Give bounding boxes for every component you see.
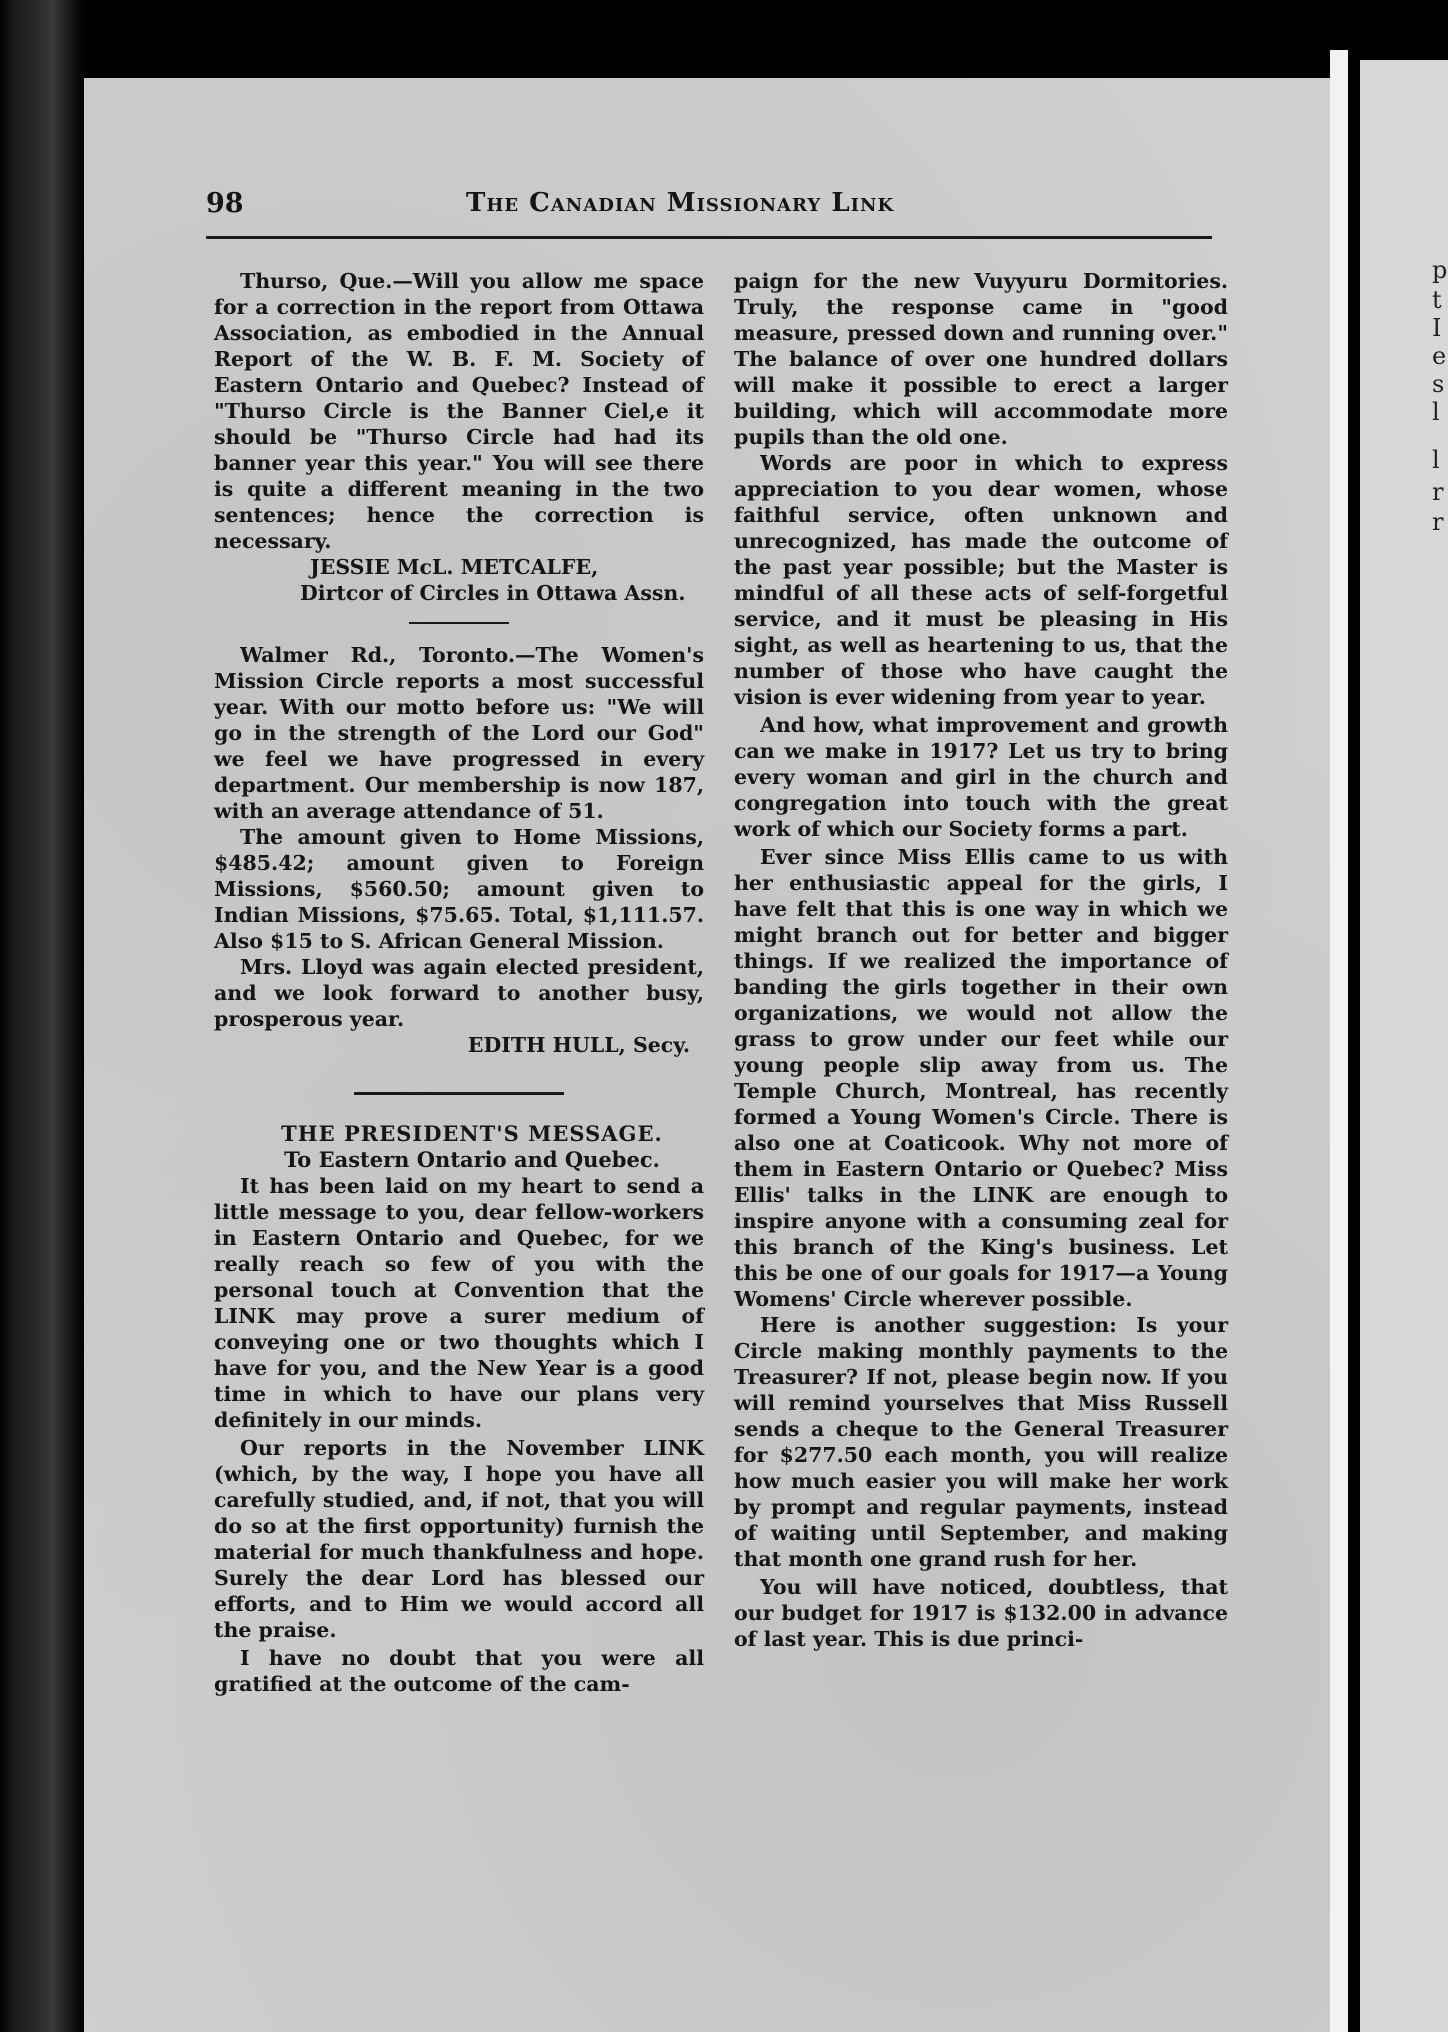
header-rule <box>206 236 1212 239</box>
page-number: 98 <box>206 188 244 219</box>
next-page-fragment: e <box>1432 342 1447 370</box>
thurso-letter: Thurso, Que.—Will you allow me space for a correction in the report from Ottawa Association, as embodied in the Annual Report of the W. B. F. M. Society of Eastern Ontario and Quebec? Instead of "Thurso Circle is the Banner Ciel,e it should be "Thurso Circle had had its banner year this year." You will see there is quite a different meaning in the two sentences; hence the correction is necessary. <box>214 269 704 553</box>
president-paragraph: Our reports in the November LINK (which, by the way, I hope you have all carefully studied, and, if not, that you will do so at the first opportunity) furnish the material for much thankfulness and hope. Surely the dear Lord has blessed our efforts, and to Him we would accord all the praise. <box>214 1436 704 1642</box>
walmer-report: Walmer Rd., Toronto.—The Women's Mission Circle reports a most successful year. With our motto before us: "We will go in the strength of the Lord our God" we feel we have progressed in every department. Our membership is now 187, with an average attendance of 51. <box>214 643 704 823</box>
section-rule <box>354 1092 564 1095</box>
section-title: THE PRESIDENT'S MESSAGE. <box>281 1121 663 1146</box>
next-page-fragment: r <box>1432 478 1444 506</box>
next-page-fragment: t <box>1432 286 1442 314</box>
journal-title: The Canadian Missionary Link <box>466 188 895 218</box>
article-paragraph: paign for the new Vuyyuru Dormitories. Truly, the response came in "good measure, pressed down and running over." The balance of over one hundred dollars will make it possible to erect a larger building, which will accommodate more pupils than the old one. <box>734 269 1228 449</box>
running-header <box>206 188 1212 232</box>
page-edge <box>1330 50 1348 2032</box>
walmer-election: Mrs. Lloyd was again elected president, and we look forward to another busy, prosperous year. <box>214 955 704 1031</box>
walmer-amounts: The amount given to Home Missions, $485.42; amount given to Foreign Missions, $560.50; amount given to Indian Missions, $75.65. Total, $1,111.57. Also $15 to S. African General Mission. <box>214 825 704 953</box>
separator-rule <box>409 622 509 624</box>
thurso-signature-name: JESSIE McL. METCALFE, <box>310 555 599 579</box>
next-page-fragment: r <box>1432 508 1444 536</box>
president-paragraph: It has been laid on my heart to send a little message to you, dear fellow-workers in Eastern Ontario and Quebec, for we really reach so few of you with the personal touch at Convention that the LINK may prove a surer medium of conveying one or two thoughts which I have for you, and the New Year is a good time in which to have our plans very definitely in our minds. <box>214 1174 704 1432</box>
section-subtitle: To Eastern Ontario and Quebec. <box>284 1147 660 1172</box>
left-column <box>214 268 704 1697</box>
right-column <box>734 268 1228 1652</box>
next-page-fragment: I <box>1432 314 1442 342</box>
next-page-fragment: p <box>1432 256 1448 284</box>
next-page-fragment: l <box>1432 446 1440 474</box>
article-paragraph: You will have noticed, doubtless, that our budget for 1917 is $132.00 in advance of last year. This is due princi- <box>734 1575 1228 1651</box>
next-page-fragment: l <box>1432 398 1440 426</box>
walmer-signature: EDITH HULL, Secy. <box>467 1033 690 1057</box>
president-paragraph: I have no doubt that you were all gratified at the outcome of the cam- <box>214 1646 704 1696</box>
article-paragraph: Ever since Miss Ellis came to us with her enthusiastic appeal for the girls, I have felt that this is one way in which we might branch out for better and bigger things. If we realized the importance of banding the girls together in their own organizations, we would not allow the grass to grow under our feet while our young people slip away from us. The Temple Church, Montreal, has recently formed a Young Women's Circle. There is also one at Coaticook. Why not more of them in Eastern Ontario or Quebec? Miss Ellis' talks in the LINK are enough to inspire anyone with a consuming zeal for this branch of the King's business. Let this be one of our goals for 1917—a Young Womens' Circle wherever possible. <box>734 845 1228 1311</box>
next-page-edge <box>1360 60 1448 2032</box>
thurso-signature-title: Dirtcor of Circles in Ottawa Assn. <box>300 581 686 605</box>
next-page-fragment: s <box>1432 370 1445 398</box>
article-paragraph: And how, what improvement and growth can we make in 1917? Let us try to bring every woman and girl in the church and congregation into touch with the great work of which our Society forms a part. <box>734 713 1228 841</box>
article-paragraph: Here is another suggestion: Is your Circle making monthly payments to the Treasurer? If not, please begin now. If you will remind yourselves that Miss Russell sends a cheque to the General Treasurer for $277.50 each month, you will realize how much easier you will make her work by prompt and regular payments, instead of waiting until September, and making that month one grand rush for her. <box>734 1313 1228 1571</box>
article-paragraph: Words are poor in which to express appreciation to you dear women, whose faithful service, often unknown and unrecognized, has made the outcome of the past year possible; but the Master is mindful of all these acts of self-forgetful service, and it must be pleasing in His sight, as well as heartening to us, that the number of those who have caught the vision is ever widening from year to year. <box>734 451 1228 709</box>
